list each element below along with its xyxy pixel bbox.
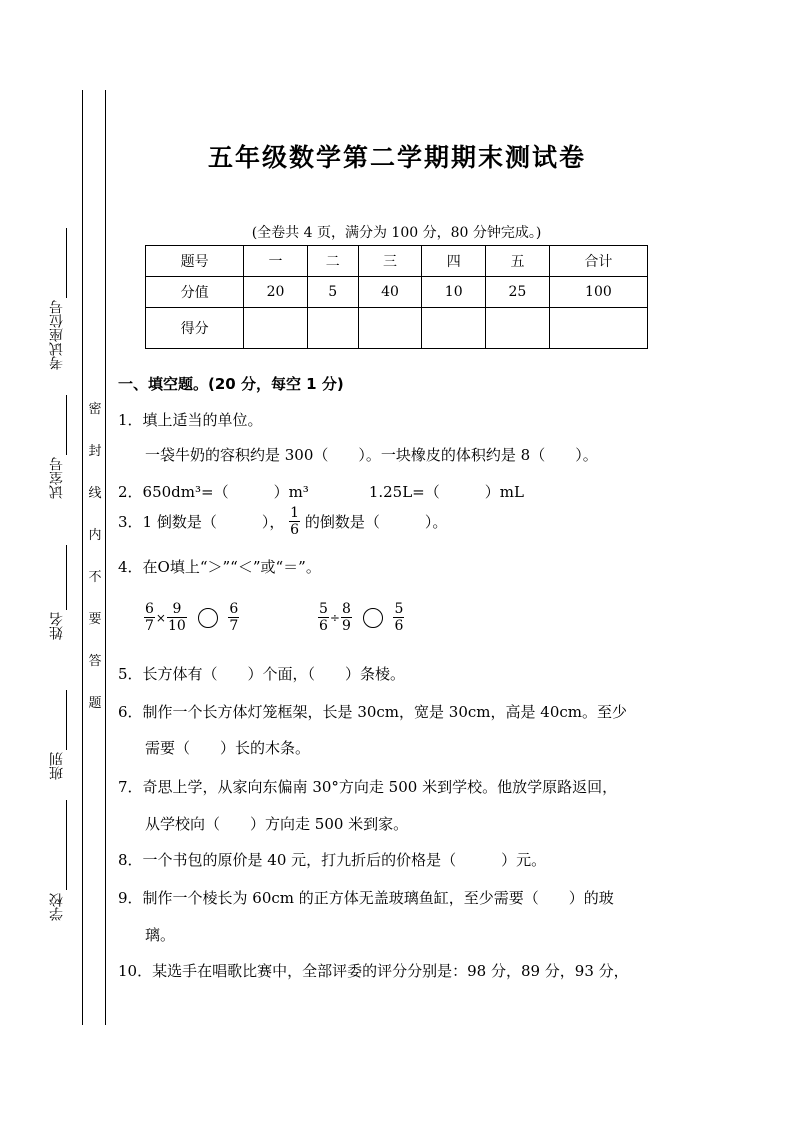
exam-room-label: 试室号: [49, 457, 65, 499]
question-3: [118, 505, 447, 538]
table-cell: 二: [307, 246, 358, 277]
fraction-numerator: 5: [319, 601, 328, 617]
question-1-detail: 一袋牛奶的容积约是 300（ ）。一块橡皮的体积约是 8（ ）。: [145, 446, 598, 464]
table-cell: 得分: [146, 308, 244, 349]
score-input-cell[interactable]: [307, 308, 358, 349]
fraction: [341, 601, 352, 634]
table-cell: 题号: [146, 246, 244, 277]
seal-char: 不: [88, 570, 102, 585]
table-row: [146, 277, 648, 308]
score-input-cell[interactable]: [422, 308, 486, 349]
seal-char: 线: [88, 486, 102, 501]
question-4: 4．在O填上“＞”“＜”或“＝”。: [118, 558, 321, 576]
table-cell: 分值: [146, 277, 244, 308]
binding-line-left: [82, 90, 83, 1025]
fraction-numerator: 9: [167, 601, 187, 618]
table-cell: 合计: [549, 246, 647, 277]
fraction: [228, 601, 239, 634]
fraction: [289, 505, 300, 538]
score-table: [145, 245, 648, 349]
fraction-denominator: 6: [319, 618, 328, 634]
seal-char: 题: [88, 696, 102, 711]
question-6: 6．制作一个长方体灯笼框架，长是 30cm，宽是 30cm，高是 40cm。至少: [118, 703, 627, 721]
fraction-denominator: 9: [341, 618, 351, 634]
question-7: 7．奇思上学，从家向东偏南 30°方向走 500 米到学校。他放学原路返回，: [118, 778, 618, 796]
question-10: 10．某选手在唱歌比赛中，全部评委的评分分别是：98 分，89 分，93 分，: [118, 962, 629, 980]
table-cell: 40: [358, 277, 422, 308]
table-cell: 一: [244, 246, 308, 277]
section-heading: 一、填空题。(20 分，每空 1 分): [118, 375, 344, 393]
school-label: 学校: [49, 893, 65, 921]
fraction-denominator: 6: [394, 618, 404, 634]
name-label: 姓名: [49, 612, 65, 640]
score-input-cell[interactable]: [244, 308, 308, 349]
seat-number-label: 考试座位号: [49, 300, 65, 370]
fraction: [167, 601, 187, 634]
question-2: 2．650dm³=（ ）m³ 1.25L=（ ）mL: [118, 483, 524, 501]
class-field[interactable]: [66, 690, 67, 750]
class-label: 班别: [49, 752, 65, 780]
question-1: 1．填上适当的单位。: [118, 411, 263, 429]
table-cell: 20: [244, 277, 308, 308]
comparison-1: [144, 601, 239, 634]
comparison-2: [318, 601, 404, 634]
page-title: 五年级数学第二学期期末测试卷: [207, 143, 586, 172]
table-cell: 5: [307, 277, 358, 308]
school-field[interactable]: [66, 800, 67, 890]
table-row: [146, 246, 648, 277]
seal-char: 要: [88, 612, 102, 627]
question-9: 9．制作一个棱长为 60cm 的正方体无盖玻璃鱼缸，至少需要（ ）的玻: [118, 889, 614, 907]
fraction-denominator: 7: [145, 618, 154, 634]
table-cell: 100: [549, 277, 647, 308]
fraction-numerator: 1: [290, 505, 300, 521]
table-cell: 10: [422, 277, 486, 308]
question-9-cont: 璃。: [145, 926, 176, 944]
table-cell: 25: [486, 277, 550, 308]
fraction: [393, 601, 404, 634]
fraction-numerator: 8: [341, 601, 351, 617]
score-input-cell[interactable]: [486, 308, 550, 349]
table-cell: 三: [358, 246, 422, 277]
fraction: [144, 601, 155, 634]
table-row: [146, 308, 648, 349]
answer-circle[interactable]: [363, 608, 383, 628]
fraction: [318, 601, 329, 634]
question-3-part-a: 3．1 倒数是（ ），: [118, 513, 285, 531]
question-7-cont: 从学校向（ ）方向走 500 米到家。: [145, 815, 409, 833]
answer-circle[interactable]: [198, 608, 218, 628]
fraction-numerator: 6: [145, 601, 154, 617]
name-field[interactable]: [66, 545, 67, 610]
fraction-denominator: 10: [167, 618, 186, 634]
fraction-numerator: 5: [394, 601, 404, 617]
seal-char: 答: [88, 654, 102, 669]
fraction-denominator: 6: [290, 522, 300, 538]
question-6-cont: 需要（ ）长的木条。: [145, 739, 311, 757]
seat-number-field[interactable]: [66, 228, 67, 298]
table-cell: 五: [486, 246, 550, 277]
question-3-part-b: 的倒数是（ ）。: [304, 513, 448, 531]
question-8: 8．一个书包的原价是 40 元，打九折后的价格是（ ）元。: [118, 851, 547, 869]
seal-char: 内: [88, 528, 102, 543]
operator: ÷: [329, 610, 340, 625]
seal-char: 封: [88, 444, 102, 459]
seal-char: 密: [88, 402, 102, 417]
operator: ×: [155, 610, 166, 625]
fraction-numerator: 6: [229, 601, 239, 617]
score-input-cell[interactable]: [358, 308, 422, 349]
binding-line-right: [105, 90, 106, 1025]
exam-room-field[interactable]: [66, 395, 67, 455]
table-cell: 四: [422, 246, 486, 277]
score-input-cell[interactable]: [549, 308, 647, 349]
fraction-denominator: 7: [229, 618, 239, 634]
exam-note: (全卷共 4 页，满分为 100 分，80 分钟完成。): [251, 225, 542, 241]
question-5: 5．长方体有（ ）个面，（ ）条棱。: [118, 665, 406, 683]
